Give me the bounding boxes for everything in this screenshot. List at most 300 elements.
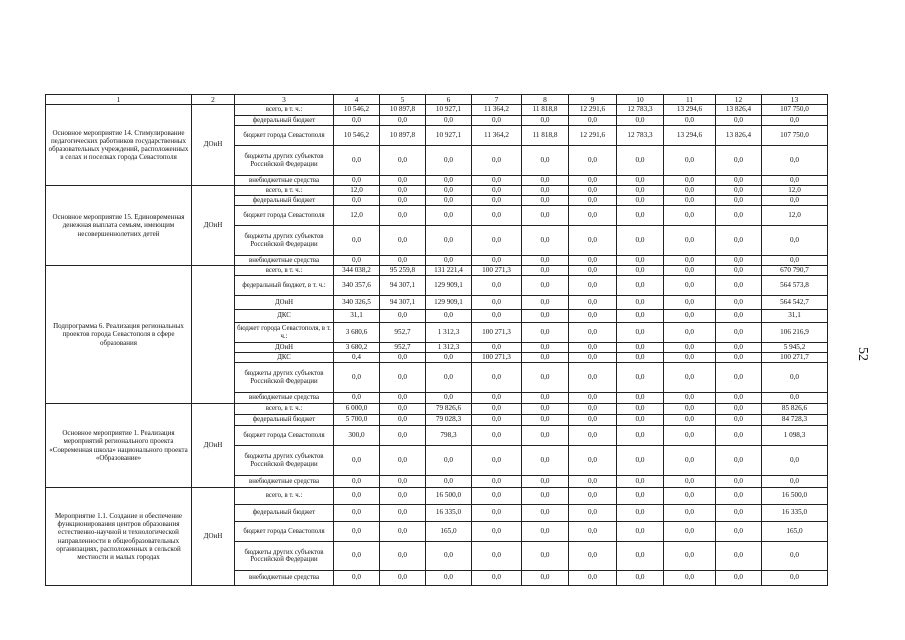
value-cell: 0,0 (569, 363, 617, 393)
value-cell: 0,0 (716, 363, 762, 393)
value-cell: 1 312,3 (426, 323, 472, 343)
value-cell: 0,0 (716, 176, 762, 186)
value-cell: 0,0 (762, 226, 828, 256)
funding-source-cell: федеральный бюджет (235, 505, 334, 522)
header-row (46, 95, 828, 105)
value-cell: 0,0 (762, 146, 828, 176)
value-cell: 0,0 (664, 296, 716, 310)
value-cell: 0,0 (716, 186, 762, 196)
value-cell: 0,0 (426, 393, 472, 404)
value-cell: 0,0 (472, 488, 522, 505)
funding-source-cell: ДОиН (235, 343, 334, 353)
value-cell: 0,0 (426, 446, 472, 476)
value-cell: 12,0 (334, 186, 380, 196)
value-cell: 952,7 (380, 323, 426, 343)
value-cell: 16 500,0 (426, 488, 472, 505)
value-cell: 0,0 (472, 196, 522, 206)
value-cell: 12,0 (762, 206, 828, 226)
value-cell: 0,0 (664, 266, 716, 276)
value-cell: 0,0 (380, 146, 426, 176)
value-cell: 0,0 (426, 310, 472, 323)
executor-cell: ДОиН (192, 404, 235, 488)
value-cell: 5 700,0 (334, 415, 380, 426)
value-cell: 0,0 (617, 415, 664, 426)
value-cell: 0,0 (426, 206, 472, 226)
funding-source-cell: внебюджетные средства (235, 256, 334, 266)
value-cell: 0,0 (762, 476, 828, 488)
value-cell: 0,0 (426, 226, 472, 256)
value-cell: 131 221,4 (426, 266, 472, 276)
value-cell: 0,0 (617, 571, 664, 586)
budget-table-container (45, 94, 827, 586)
value-cell: 0,0 (522, 363, 569, 393)
value-cell: 0,0 (716, 426, 762, 446)
value-cell: 0,0 (716, 353, 762, 363)
value-cell: 0,0 (664, 353, 716, 363)
value-cell: 340 357,6 (334, 276, 380, 296)
value-cell: 0,0 (334, 363, 380, 393)
value-cell: 0,0 (472, 571, 522, 586)
funding-source-cell: бюджеты других субъектов Российской Федерации (235, 542, 334, 571)
value-cell: 0,0 (472, 522, 522, 542)
value-cell: 0,0 (380, 363, 426, 393)
value-cell: 0,0 (334, 522, 380, 542)
value-cell: 0,0 (569, 505, 617, 522)
value-cell: 0,0 (664, 256, 716, 266)
value-cell: 0,0 (380, 176, 426, 186)
value-cell: 0,0 (716, 505, 762, 522)
value-cell: 0,0 (522, 116, 569, 126)
value-cell: 0,0 (472, 505, 522, 522)
value-cell: 0,0 (472, 426, 522, 446)
value-cell: 0,0 (569, 542, 617, 571)
value-cell: 340 326,5 (334, 296, 380, 310)
value-cell: 0,0 (716, 310, 762, 323)
value-cell: 0,0 (472, 186, 522, 196)
value-cell: 0,0 (522, 446, 569, 476)
value-cell: 0,0 (522, 353, 569, 363)
value-cell: 0,0 (664, 393, 716, 404)
value-cell: 0,0 (426, 196, 472, 206)
value-cell: 798,3 (426, 426, 472, 446)
executor-cell: ДОиН (192, 105, 235, 186)
value-cell: 0,0 (664, 426, 716, 446)
funding-source-cell: внебюджетные средства (235, 176, 334, 186)
value-cell: 16 335,0 (762, 505, 828, 522)
value-cell: 0,0 (716, 571, 762, 586)
value-cell: 0,0 (569, 343, 617, 353)
funding-source-cell: федеральный бюджет (235, 196, 334, 206)
value-cell: 129 909,1 (426, 276, 472, 296)
value-cell: 0,0 (664, 505, 716, 522)
value-cell: 0,0 (522, 571, 569, 586)
value-cell: 12 783,3 (617, 105, 664, 116)
funding-source-cell: бюджет города Севастополя (235, 522, 334, 542)
value-cell: 0,0 (664, 186, 716, 196)
value-cell: 0,0 (762, 571, 828, 586)
value-cell: 0,0 (522, 146, 569, 176)
value-cell: 107 750,0 (762, 126, 828, 146)
value-cell: 11 364,2 (472, 105, 522, 116)
executor-cell: ДОиН (192, 186, 235, 266)
value-cell: 0,0 (617, 296, 664, 310)
value-cell: 0,0 (617, 505, 664, 522)
value-cell: 0,0 (716, 415, 762, 426)
value-cell: 100 271,7 (762, 353, 828, 363)
value-cell: 6 000,0 (334, 404, 380, 415)
funding-source-cell: ДКС (235, 353, 334, 363)
value-cell: 12 783,3 (617, 126, 664, 146)
value-cell: 0,0 (569, 146, 617, 176)
value-cell: 11 818,8 (522, 126, 569, 146)
value-cell: 0,0 (522, 296, 569, 310)
value-cell: 0,0 (426, 363, 472, 393)
value-cell: 0,0 (426, 116, 472, 126)
value-cell: 3 680,6 (334, 323, 380, 343)
value-cell: 0,0 (522, 276, 569, 296)
funding-source-cell: бюджеты других субъектов Российской Федерации (235, 226, 334, 256)
value-cell: 0,0 (380, 488, 426, 505)
value-cell: 0,0 (426, 571, 472, 586)
value-cell: 0,0 (569, 323, 617, 343)
value-cell: 0,0 (716, 116, 762, 126)
value-cell: 0,0 (617, 276, 664, 296)
value-cell: 0,0 (472, 116, 522, 126)
value-cell: 0,0 (664, 176, 716, 186)
value-cell: 0,0 (716, 146, 762, 176)
funding-source-cell: ДКС (235, 310, 334, 323)
value-cell: 0,0 (569, 488, 617, 505)
value-cell: 300,0 (334, 426, 380, 446)
value-cell: 344 038,2 (334, 266, 380, 276)
value-cell: 0,0 (617, 426, 664, 446)
value-cell: 16 500,0 (762, 488, 828, 505)
value-cell: 12,0 (762, 186, 828, 196)
value-cell: 0,0 (522, 266, 569, 276)
value-cell: 0,0 (716, 404, 762, 415)
funding-source-cell: бюджеты других субъектов Российской Федерации (235, 146, 334, 176)
value-cell: 13 294,6 (664, 126, 716, 146)
value-cell: 0,0 (569, 446, 617, 476)
value-cell: 0,0 (380, 116, 426, 126)
value-cell: 0,0 (664, 522, 716, 542)
value-cell: 16 335,0 (426, 505, 472, 522)
header-cell: 12 (716, 95, 762, 105)
value-cell: 0,0 (380, 542, 426, 571)
value-cell: 79 826,6 (426, 404, 472, 415)
value-cell: 0,0 (472, 476, 522, 488)
value-cell: 0,0 (334, 446, 380, 476)
value-cell: 0,0 (762, 363, 828, 393)
funding-source-cell: бюджет города Севастополя (235, 426, 334, 446)
value-cell: 107 750,0 (762, 105, 828, 116)
value-cell: 0,0 (380, 522, 426, 542)
value-cell: 0,0 (716, 393, 762, 404)
value-cell: 0,0 (522, 196, 569, 206)
value-cell: 0,0 (617, 404, 664, 415)
value-cell: 1 312,3 (426, 343, 472, 353)
value-cell: 0,0 (569, 256, 617, 266)
value-cell: 0,0 (380, 310, 426, 323)
value-cell: 0,0 (664, 196, 716, 206)
value-cell: 0,0 (716, 206, 762, 226)
value-cell: 0,0 (617, 310, 664, 323)
value-cell: 79 028,3 (426, 415, 472, 426)
value-cell: 0,0 (380, 226, 426, 256)
value-cell: 0,0 (716, 476, 762, 488)
value-cell: 31,1 (334, 310, 380, 323)
funding-source-cell: ДОиН (235, 296, 334, 310)
header-cell: 7 (472, 95, 522, 105)
value-cell: 0,0 (664, 146, 716, 176)
value-cell: 106 216,9 (762, 323, 828, 343)
value-cell: 0,0 (380, 446, 426, 476)
header-cell: 1 (46, 95, 192, 105)
value-cell: 0,0 (569, 426, 617, 446)
value-cell: 0,0 (380, 256, 426, 266)
budget-table (45, 94, 828, 586)
value-cell: 0,0 (569, 476, 617, 488)
value-cell: 13 294,6 (664, 105, 716, 116)
value-cell: 0,0 (522, 343, 569, 353)
value-cell: 12 291,6 (569, 105, 617, 116)
value-cell: 10 897,8 (380, 126, 426, 146)
value-cell: 0,0 (472, 176, 522, 186)
value-cell: 0,0 (617, 363, 664, 393)
value-cell: 0,0 (522, 176, 569, 186)
value-cell: 0,0 (664, 446, 716, 476)
header-cell: 8 (522, 95, 569, 105)
value-cell: 0,0 (380, 196, 426, 206)
value-cell: 0,0 (569, 353, 617, 363)
value-cell: 0,0 (380, 206, 426, 226)
executor-cell: ДОиН (192, 488, 235, 586)
value-cell: 0,4 (334, 353, 380, 363)
value-cell: 0,0 (569, 266, 617, 276)
header-cell: 4 (334, 95, 380, 105)
value-cell: 100 271,3 (472, 353, 522, 363)
value-cell: 0,0 (664, 226, 716, 256)
value-cell: 0,0 (569, 522, 617, 542)
value-cell: 0,0 (664, 571, 716, 586)
header-cell: 2 (192, 95, 235, 105)
value-cell: 0,0 (716, 266, 762, 276)
value-cell: 0,0 (334, 505, 380, 522)
table-row (46, 488, 828, 505)
table-row (46, 186, 828, 196)
value-cell: 0,0 (617, 522, 664, 542)
value-cell: 0,0 (380, 415, 426, 426)
value-cell: 0,0 (522, 522, 569, 542)
value-cell: 0,0 (472, 146, 522, 176)
value-cell: 12,0 (334, 206, 380, 226)
value-cell: 0,0 (522, 488, 569, 505)
value-cell: 0,0 (569, 176, 617, 186)
table-body (46, 95, 828, 586)
value-cell: 0,0 (569, 196, 617, 206)
value-cell: 0,0 (617, 176, 664, 186)
value-cell: 0,0 (334, 146, 380, 176)
value-cell: 1 098,3 (762, 426, 828, 446)
value-cell: 5 945,2 (762, 343, 828, 353)
value-cell: 0,0 (380, 353, 426, 363)
value-cell: 0,0 (569, 415, 617, 426)
value-cell: 0,0 (522, 186, 569, 196)
value-cell: 0,0 (664, 404, 716, 415)
value-cell: 0,0 (617, 476, 664, 488)
value-cell: 0,0 (716, 446, 762, 476)
funding-source-cell: бюджеты других субъектов Российской Федерации (235, 446, 334, 476)
value-cell: 0,0 (762, 116, 828, 126)
funding-source-cell: федеральный бюджет (235, 415, 334, 426)
value-cell: 0,0 (664, 323, 716, 343)
value-cell: 0,0 (617, 393, 664, 404)
funding-source-cell: всего, в т. ч.: (235, 488, 334, 505)
value-cell: 670 790,7 (762, 266, 828, 276)
value-cell: 0,0 (569, 276, 617, 296)
value-cell: 0,0 (522, 426, 569, 446)
value-cell: 0,0 (472, 393, 522, 404)
funding-source-cell: бюджеты других субъектов Российской Федерации (235, 363, 334, 393)
value-cell: 0,0 (664, 276, 716, 296)
value-cell: 0,0 (664, 415, 716, 426)
value-cell: 84 728,3 (762, 415, 828, 426)
value-cell: 0,0 (664, 206, 716, 226)
funding-source-cell: всего, в т. ч.: (235, 186, 334, 196)
value-cell: 952,7 (380, 343, 426, 353)
value-cell: 0,0 (522, 393, 569, 404)
funding-source-cell: бюджет города Севастополя (235, 206, 334, 226)
value-cell: 0,0 (426, 176, 472, 186)
funding-source-cell: всего, в т. ч.: (235, 266, 334, 276)
value-cell: 0,0 (617, 256, 664, 266)
value-cell: 0,0 (472, 226, 522, 256)
value-cell: 85 826,6 (762, 404, 828, 415)
value-cell: 0,0 (617, 206, 664, 226)
value-cell: 3 680,2 (334, 343, 380, 353)
table-row (46, 404, 828, 415)
funding-source-cell: всего, в т. ч.: (235, 404, 334, 415)
value-cell: 165,0 (426, 522, 472, 542)
value-cell: 0,0 (334, 476, 380, 488)
value-cell: 0,0 (664, 542, 716, 571)
value-cell: 0,0 (617, 186, 664, 196)
value-cell: 0,0 (426, 146, 472, 176)
header-cell: 11 (664, 95, 716, 105)
value-cell: 0,0 (426, 353, 472, 363)
executor-cell (192, 266, 235, 404)
value-cell: 0,0 (522, 476, 569, 488)
value-cell: 11 364,2 (472, 126, 522, 146)
value-cell: 0,0 (716, 226, 762, 256)
value-cell: 0,0 (762, 256, 828, 266)
value-cell: 564 542,7 (762, 296, 828, 310)
funding-source-cell: федеральный бюджет (235, 116, 334, 126)
value-cell: 10 927,1 (426, 126, 472, 146)
value-cell: 0,0 (716, 522, 762, 542)
value-cell: 0,0 (426, 542, 472, 571)
table-row (46, 266, 828, 276)
value-cell: 0,0 (664, 116, 716, 126)
funding-source-cell: федеральный бюджет, в т. ч.: (235, 276, 334, 296)
header-cell: 6 (426, 95, 472, 105)
value-cell: 10 927,1 (426, 105, 472, 116)
value-cell: 0,0 (334, 256, 380, 266)
value-cell: 0,0 (569, 226, 617, 256)
value-cell: 0,0 (716, 323, 762, 343)
value-cell: 0,0 (472, 276, 522, 296)
measure-name-cell: Основное мероприятие 14. Стимулирование педагогических работников государственных образовательных учреждений, расположенных в селах и поселках города Севастополя (46, 105, 192, 186)
value-cell: 0,0 (716, 256, 762, 266)
funding-source-cell: внебюджетные средства (235, 571, 334, 586)
value-cell: 0,0 (617, 542, 664, 571)
funding-source-cell: бюджет города Севастополя (235, 126, 334, 146)
value-cell: 0,0 (617, 146, 664, 176)
value-cell: 0,0 (569, 393, 617, 404)
value-cell: 564 573,8 (762, 276, 828, 296)
value-cell: 0,0 (472, 310, 522, 323)
value-cell: 10 897,8 (380, 105, 426, 116)
value-cell: 0,0 (617, 266, 664, 276)
measure-name-cell: Мероприятие 1.1. Создание и обеспечение функционирования центров образования естественно-научной и технологической направленности в общеобразовательных организациях, расположенных в сельской местности и малых городах (46, 488, 192, 586)
value-cell: 0,0 (472, 343, 522, 353)
value-cell: 0,0 (762, 393, 828, 404)
value-cell: 0,0 (334, 393, 380, 404)
value-cell: 0,0 (522, 310, 569, 323)
value-cell: 0,0 (664, 488, 716, 505)
value-cell: 100 271,3 (472, 266, 522, 276)
value-cell: 0,0 (716, 343, 762, 353)
value-cell: 94 307,1 (380, 296, 426, 310)
value-cell: 0,0 (334, 196, 380, 206)
value-cell: 0,0 (522, 323, 569, 343)
header-cell: 5 (380, 95, 426, 105)
value-cell: 0,0 (762, 196, 828, 206)
funding-source-cell: бюджет города Севастополя, в т. ч.: (235, 323, 334, 343)
value-cell: 0,0 (380, 426, 426, 446)
value-cell: 0,0 (569, 116, 617, 126)
value-cell: 0,0 (522, 206, 569, 226)
value-cell: 0,0 (522, 226, 569, 256)
funding-source-cell: всего, в т. ч.: (235, 105, 334, 116)
value-cell: 0,0 (617, 116, 664, 126)
value-cell: 0,0 (716, 276, 762, 296)
value-cell: 0,0 (380, 476, 426, 488)
value-cell: 0,0 (472, 256, 522, 266)
value-cell: 0,0 (762, 542, 828, 571)
value-cell: 0,0 (762, 176, 828, 186)
value-cell: 0,0 (569, 206, 617, 226)
measure-name-cell: Основное мероприятие 1. Реализация мероприятий регионального проекта «Современная школа» национального проекта «Образование» (46, 404, 192, 488)
value-cell: 0,0 (617, 343, 664, 353)
value-cell: 13 826,4 (716, 126, 762, 146)
value-cell: 0,0 (472, 415, 522, 426)
value-cell: 0,0 (472, 446, 522, 476)
value-cell: 10 546,2 (334, 105, 380, 116)
value-cell: 0,0 (334, 488, 380, 505)
funding-source-cell: внебюджетные средства (235, 476, 334, 488)
value-cell: 95 259,8 (380, 266, 426, 276)
value-cell: 0,0 (522, 415, 569, 426)
value-cell: 0,0 (472, 404, 522, 415)
value-cell: 0,0 (617, 323, 664, 343)
value-cell: 10 546,2 (334, 126, 380, 146)
value-cell: 0,0 (334, 176, 380, 186)
value-cell: 0,0 (569, 186, 617, 196)
value-cell: 0,0 (522, 404, 569, 415)
value-cell: 0,0 (334, 542, 380, 571)
value-cell: 165,0 (762, 522, 828, 542)
